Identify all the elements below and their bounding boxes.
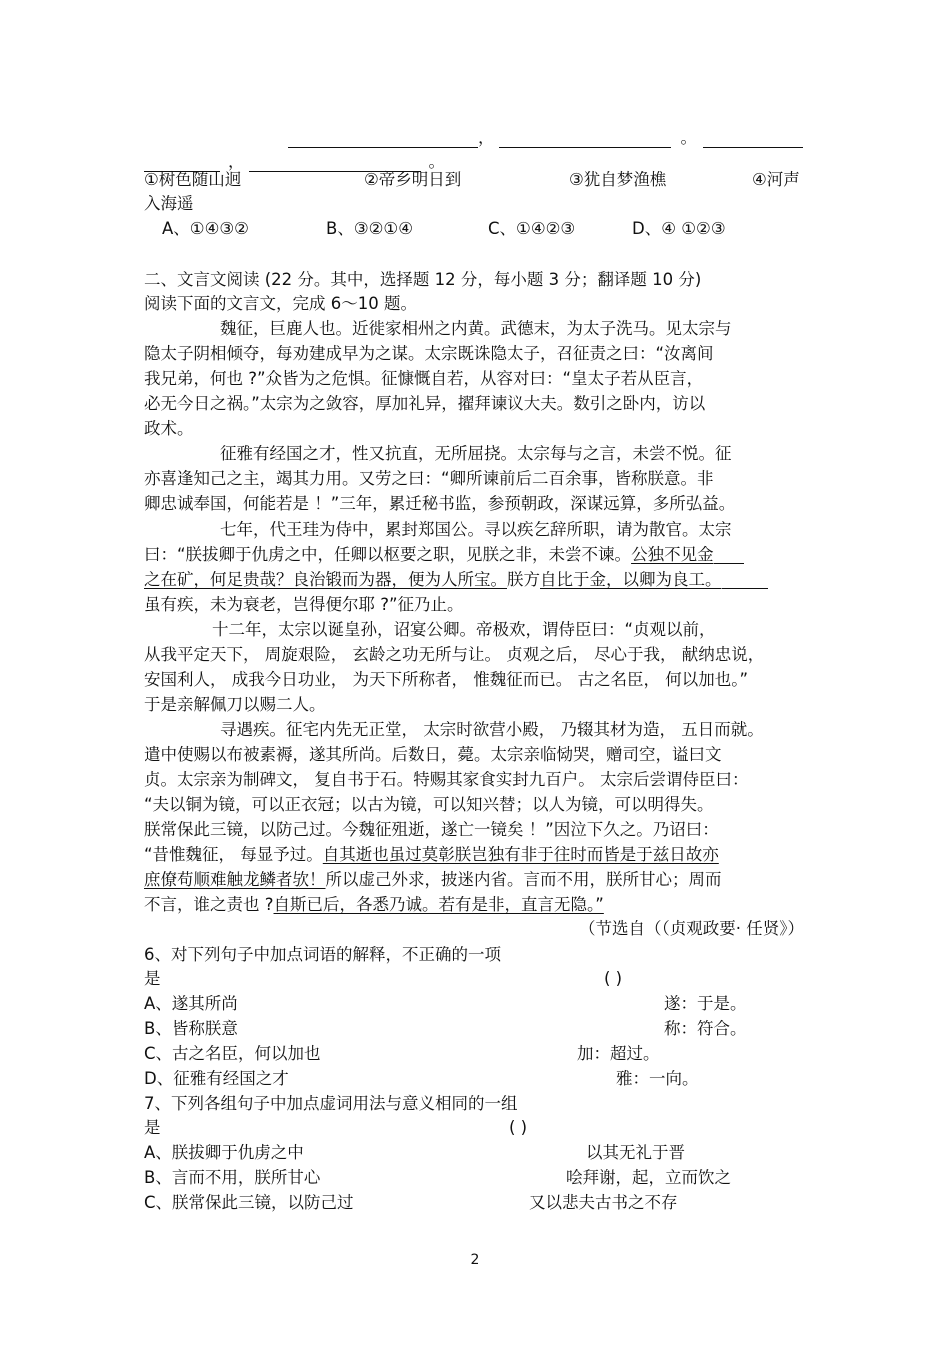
passage-line — [144, 868, 804, 892]
passage-line: 七年，代王珪为侍中，累封郑国公。寻以疾乞辞所职，请为散官。太宗 — [220, 520, 732, 539]
underline-tail — [714, 546, 744, 564]
underlined-sentence: 自其逝也虽过莫彰朕岂独有非于往时而皆是于兹日故亦 — [322, 845, 719, 864]
passage-line: 政术。 — [144, 419, 194, 438]
question-7-option-c — [144, 1191, 804, 1215]
passage-line: 贞。太宗亲为制碑文， 复自书于石。特赐其家食实封九百户。 太宗后尝谓侍臣曰： — [144, 770, 749, 789]
fill-blank-line-1 — [144, 126, 804, 150]
period: 。 — [680, 128, 697, 147]
underlined-sentence: 庶僚苟顺难触龙鳞者欤！ — [144, 870, 326, 889]
passage-line: 十二年，太宗以诞皇孙，诏宴公卿。帝极欢，谓侍臣曰：“贞观以前， — [212, 620, 716, 639]
comma: ， — [478, 128, 495, 147]
passage-line — [144, 568, 804, 592]
option-item: ④河声 — [752, 170, 800, 189]
option-note: 遂：于是。 — [664, 994, 747, 1013]
option-label[interactable]: A、遂其所尚 — [144, 994, 238, 1013]
passage-line: 寻遇疾。征宅内先无正堂， 太宗时欲营小殿， 乃辍其材为造， 五日而就。 — [220, 720, 764, 739]
passage-line: 虽有疾，未为衰老，岂得便尔耶 ?”征乃止。 — [144, 595, 464, 614]
passage-text: 朕方 — [507, 570, 540, 589]
passage-line: “夫以铜为镜，可以正衣冠；以古为镜，可以知兴替；以人为镜，可以明得失。 — [144, 795, 714, 814]
section-heading: 二、文言文阅读 (22 分。其中，选择题 12 分，每小题 3 分；翻译题 10 分) — [144, 270, 702, 289]
passage-line: 我兄弟，何也 ?”众皆为之危惧。征慷慨自若，从容对曰：“皇太子若从臣言， — [144, 369, 704, 388]
option-item-continued: 入海遥 — [144, 194, 194, 213]
choice-b[interactable]: B、③②①④ — [326, 219, 413, 238]
passage-line: 亦喜逢知己之主，竭其力用。又劳之曰：“卿所谏前后二百余事，皆称朕意。非 — [144, 469, 714, 488]
answer-blank[interactable] — [703, 129, 803, 148]
choice-c[interactable]: C、①④②③ — [488, 219, 576, 238]
question-6-option-d — [144, 1067, 804, 1091]
passage-text: 曰：“朕拔卿于仇虏之中，任卿以枢要之职，见朕之非，未尝不谏。 — [144, 545, 632, 564]
option-note: 雅：一向。 — [616, 1069, 699, 1088]
comma: ， — [228, 152, 245, 171]
passage-line: 于是亲解佩刀以赐二人。 — [144, 695, 326, 714]
option-note: 哙拜谢，起，立而饮之 — [566, 1168, 731, 1187]
passage-line: 隐太子阴相倾夺，每劝建成早为之谋。太宗既诛隐太子，召征责之曰：“汝离间 — [144, 344, 714, 363]
option-label[interactable]: B、言而不用，朕所甘心 — [144, 1168, 321, 1187]
passage-line: 征雅有经国之才，性又抗直，无所屈挠。太宗每与之言，未尝不悦。征 — [220, 444, 732, 463]
passage-source: （节选自（（贞观政要· 任贤》） — [579, 919, 804, 938]
choice-a[interactable]: A、①④③② — [162, 219, 249, 238]
question-stem-text: 是 — [144, 969, 161, 988]
passage-text: “昔惟魏征， 每显予过。 — [144, 845, 323, 864]
question-6-option-b — [144, 1017, 804, 1041]
choice-d[interactable]: D、④ ①②③ — [632, 219, 726, 238]
option-label[interactable]: C、古之名臣，何以加也 — [144, 1044, 321, 1063]
options-row — [144, 168, 804, 192]
passage-line: 魏征，巨鹿人也。近徙家相州之内黄。武德末，为太子洗马。见太宗与 — [220, 319, 732, 338]
period: 。 — [428, 152, 445, 171]
passage-line: 从我平定天下， 周旋艰险， 玄龄之功无所与让。 贞观之后， 尽心于我， 献纳忠说， — [144, 645, 765, 664]
question-stem-text: 是 — [144, 1118, 161, 1137]
option-label[interactable]: A、朕拔卿于仇虏之中 — [144, 1143, 304, 1162]
question-7-option-b — [144, 1166, 804, 1190]
underlined-sentence: 自比于金，以卿为良工。 — [540, 570, 722, 589]
passage-line: 必无今日之祸。”太宗为之敛容，厚加礼异，擢拜谏议大夫。数引之卧内，访以 — [144, 394, 706, 413]
underline-tail — [722, 571, 768, 589]
option-item: ①树色随山迥 — [144, 170, 242, 189]
passage-line — [144, 843, 804, 867]
passage-line: 卿忠诚奉国，何能若是 ！”三年，累迁秘书监，参预朝政，深谋远算，多所弘益。 — [144, 494, 736, 513]
question-7-stem-line2 — [144, 1116, 804, 1140]
option-label[interactable]: C、朕常保此三镜，以防己过 — [144, 1193, 354, 1212]
question-6-stem-line2 — [144, 967, 804, 991]
option-item: ②帝乡明日到 — [364, 170, 462, 189]
question-7-stem: 7、下列各组句子中加点虚词用法与意义相同的一组 — [144, 1094, 518, 1113]
question-6-stem: 6、对下列句子中加点词语的解释，不正确的一项 — [144, 945, 501, 964]
option-label[interactable]: B、皆称朕意 — [144, 1019, 238, 1038]
page-number: 2 — [470, 1252, 480, 1268]
option-note: 称：符合。 — [664, 1019, 747, 1038]
question-6-option-a — [144, 992, 804, 1016]
answer-choices — [144, 217, 804, 241]
underlined-sentence: 之在矿，何足贵哉？良治锻而为器，便为人所宝。 — [144, 570, 507, 589]
question-7-option-a — [144, 1141, 804, 1165]
passage-line — [144, 543, 804, 567]
passage-line: 遣中使赐以布被素褥，遂其所尚。后数日，薨。太宗亲临恸哭，赠司空，谥曰文 — [144, 745, 722, 764]
passage-line — [144, 893, 804, 917]
option-note: 又以悲夫古书之不存 — [529, 1193, 678, 1212]
answer-paren[interactable]: ( ) — [604, 969, 623, 988]
passage-line: 安国利人， 成我今日功业， 为天下所称者， 惟魏征而已。 古之名臣， 何以加也。” — [144, 670, 749, 689]
section-instruction: 阅读下面的文言文，完成 6～10 题。 — [144, 294, 417, 313]
underlined-sentence: 自斯已后，各悉乃诚。若有是非，直言无隐。” — [273, 895, 604, 914]
answer-blank[interactable] — [499, 129, 671, 148]
question-6-option-c — [144, 1042, 804, 1066]
option-note: 以其无礼于晋 — [586, 1143, 685, 1162]
option-note: 加：超过。 — [577, 1044, 660, 1063]
passage-text: 不言，谁之责也 ? — [144, 895, 274, 914]
underlined-sentence: 公独不见金 — [631, 545, 714, 564]
passage-line: 朕常保此三镜，以防己过。今魏征殂逝，遂亡一镜矣 ！”因泣下久之。乃诏曰： — [144, 820, 719, 839]
answer-blank[interactable] — [288, 129, 478, 148]
answer-paren[interactable]: ( ) — [509, 1118, 528, 1137]
passage-text: 所以虚己外求，披迷内省。言而不用，朕所甘心；周而 — [325, 870, 722, 889]
option-label[interactable]: D、征雅有经国之才 — [144, 1069, 289, 1088]
option-item: ③犹自梦渔樵 — [569, 170, 667, 189]
